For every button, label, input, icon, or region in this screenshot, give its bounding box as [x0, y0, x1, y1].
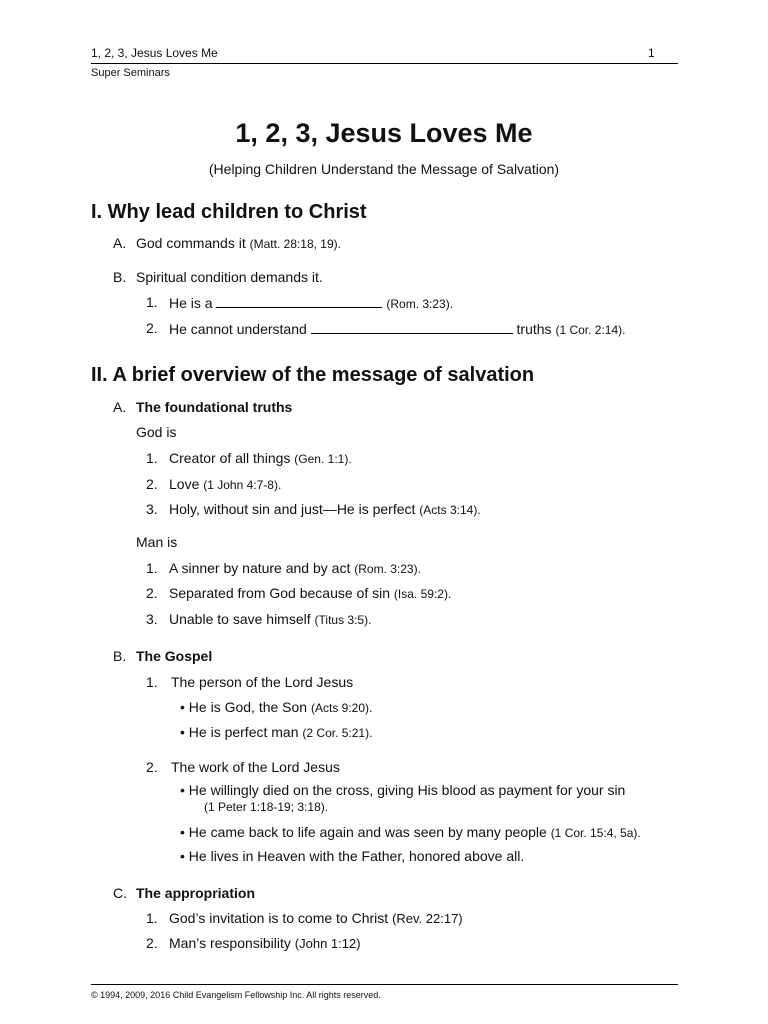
item-text: He cannot understand	[169, 321, 307, 337]
scripture-ref: (Matt. 28:18, 19).	[249, 237, 341, 251]
outline-marker: 1.	[146, 674, 158, 690]
outline-marker: 2.	[146, 585, 158, 601]
item-text: Unable to save himself	[169, 611, 311, 627]
outline-marker: 3.	[146, 611, 158, 627]
scripture-ref: (1 Cor. 15:4, 5a).	[550, 826, 641, 840]
subsection-label: The foundational truths	[136, 399, 293, 415]
subsection-label: The Gospel	[136, 648, 213, 664]
page-number: 1	[648, 46, 655, 60]
running-header-org: Super Seminars	[91, 67, 170, 79]
outline-marker: 2.	[146, 476, 158, 492]
item-text: A sinner by nature and by act	[169, 560, 351, 576]
scripture-ref: (Titus 3:5).	[314, 613, 372, 627]
outline-marker: 3.	[146, 501, 158, 517]
bullet-item: • He lives in Heaven with the Father, honored above all.	[180, 848, 525, 864]
scripture-ref: (Rom. 3:23).	[354, 562, 421, 576]
item-text: • He came back to life again and was seen by many people	[180, 824, 547, 840]
subsection-label: The appropriation	[136, 885, 255, 901]
list-item	[169, 450, 352, 466]
scripture-ref: (1 Cor. 2:14).	[555, 323, 626, 337]
item-text: The work of the Lord Jesus	[171, 759, 340, 775]
bullet-item: • He willingly died on the cross, giving His blood as payment for your sin	[180, 782, 626, 798]
item-text: • He is perfect man	[180, 724, 299, 740]
scripture-ref: (Rom. 3:23).	[386, 297, 454, 311]
outline-marker: 1.	[146, 910, 158, 926]
list-item	[169, 585, 451, 601]
item-text: Separated from God because of sin	[169, 585, 391, 601]
bullet-item	[180, 724, 372, 740]
item-text: The person of the Lord Jesus	[171, 674, 354, 690]
item-text: Spiritual condition demands it.	[136, 269, 323, 285]
outline-marker: 2.	[146, 759, 158, 775]
outline-marker: 2.	[146, 935, 158, 951]
scripture-ref: (1 John 4:7-8).	[203, 478, 282, 492]
footer-rule	[91, 984, 678, 985]
item-text: • He is God, the Son	[180, 699, 308, 715]
outline-marker: 1.	[146, 560, 158, 576]
fill-in-blank[interactable]	[311, 320, 513, 334]
item-text: God’s invitation is to come to Christ	[169, 910, 389, 926]
item-text: Holy, without sin and just—He is perfect	[169, 501, 416, 517]
list-item	[169, 611, 371, 627]
list-item	[169, 560, 421, 576]
item-text: Creator of all things	[169, 450, 291, 466]
list-item	[169, 910, 463, 926]
outline-marker: C.	[113, 885, 127, 901]
outline-item	[136, 235, 341, 251]
fill-in-blank[interactable]	[216, 294, 382, 308]
fill-in-item	[169, 320, 625, 337]
copyright-footer: © 1994, 2009, 2016 Child Evangelism Fellowship Inc. All rights reserved.	[91, 990, 381, 1000]
scripture-ref: (2 Cor. 5:21).	[302, 726, 373, 740]
outline-marker: B.	[113, 269, 127, 285]
item-text: He is a	[169, 295, 213, 311]
scripture-ref: (John 1:12)	[294, 936, 361, 951]
scripture-ref: (Acts 9:20).	[310, 701, 373, 715]
bullet-item	[180, 824, 641, 840]
running-header-title: 1, 2, 3, Jesus Loves Me	[91, 46, 218, 60]
group-label: Man is	[136, 534, 178, 550]
outline-marker: B.	[113, 648, 127, 664]
page-subtitle: (Helping Children Understand the Message of Salvation)	[208, 161, 560, 177]
item-text: God commands it	[136, 235, 246, 251]
group-label: God is	[136, 424, 177, 440]
header-rule	[91, 63, 678, 64]
scripture-ref: (Rev. 22:17)	[392, 911, 463, 926]
list-item	[169, 501, 481, 517]
item-text: Man’s responsibility	[169, 935, 291, 951]
fill-in-item	[169, 294, 453, 311]
outline-marker: 1.	[146, 450, 158, 466]
scripture-ref: (Isa. 59:2).	[393, 587, 452, 601]
outline-marker: A.	[113, 399, 127, 415]
scripture-ref: (Gen. 1:1).	[294, 452, 352, 466]
section-heading-1: I. Why lead children to Christ	[91, 201, 367, 223]
bullet-item	[180, 699, 372, 715]
outline-marker: 2.	[146, 320, 158, 336]
list-item	[169, 476, 281, 492]
outline-marker: A.	[113, 235, 127, 251]
scripture-ref: (1 Peter 1:18-19; 3:18).	[204, 800, 329, 814]
scripture-ref: (Acts 3:14).	[419, 503, 481, 517]
page-title: 1, 2, 3, Jesus Loves Me	[235, 118, 533, 148]
outline-marker: 1.	[146, 294, 158, 310]
item-text: Love	[169, 476, 200, 492]
item-text-after: truths	[516, 321, 552, 337]
section-heading-2: II. A brief overview of the message of salvation	[91, 364, 535, 386]
list-item	[169, 935, 361, 951]
